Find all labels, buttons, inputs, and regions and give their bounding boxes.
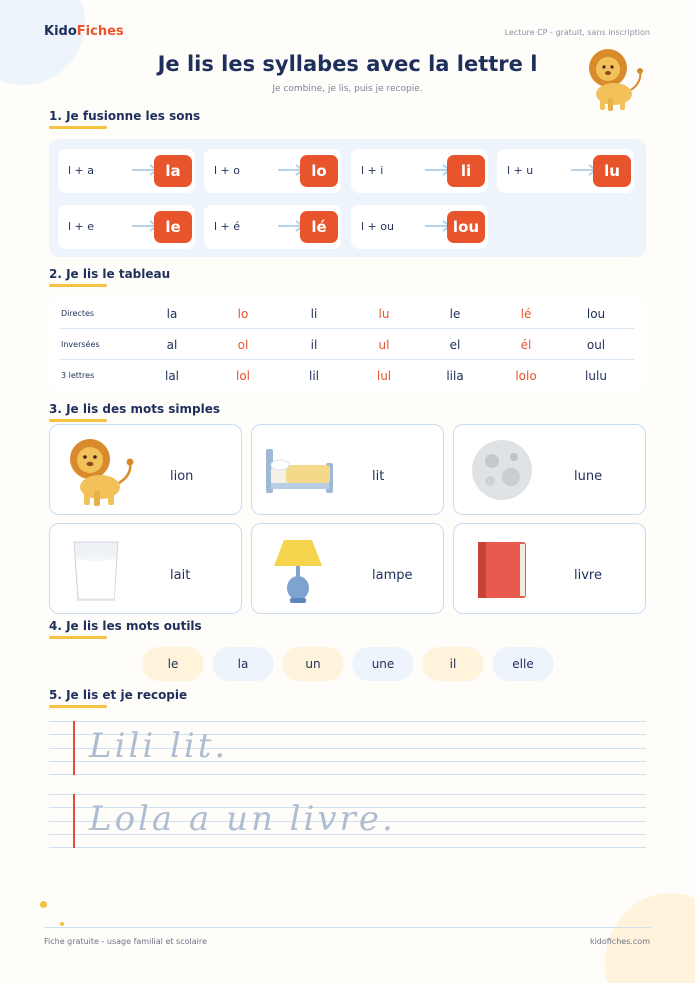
bed-icon xyxy=(262,433,338,507)
fusion-equation: l + i xyxy=(361,164,384,177)
row-label: Directes xyxy=(61,309,95,318)
section-title-copy xyxy=(49,688,187,708)
fusion-equation: l + o xyxy=(214,164,240,177)
fusion-card xyxy=(204,149,341,193)
footer-website: kidofiches.com xyxy=(589,937,650,946)
table-cell: le xyxy=(449,307,461,321)
table-cell: il xyxy=(310,338,318,352)
word-label: lait xyxy=(170,568,191,583)
table-cell: lou xyxy=(586,307,606,321)
fusion-card xyxy=(497,149,634,193)
word-label: lit xyxy=(372,469,385,484)
tool-word-pill: il xyxy=(422,647,484,681)
word-card xyxy=(453,523,646,614)
brand-logo xyxy=(44,24,124,39)
word-card xyxy=(251,424,444,515)
decor-dot xyxy=(60,922,64,926)
section-title-text: 2. Je lis le tableau xyxy=(49,267,171,281)
fusion-result: li xyxy=(447,155,485,187)
title-underline xyxy=(49,419,107,422)
title-underline xyxy=(49,126,107,129)
section-title-fusion xyxy=(49,109,200,129)
fusion-result: lu xyxy=(593,155,631,187)
table-cell: lol xyxy=(235,369,250,383)
title-underline xyxy=(49,636,107,639)
table-cell: lal xyxy=(164,369,180,383)
fusion-equation: l + é xyxy=(214,220,241,233)
table-cell: lulu xyxy=(585,369,607,383)
tool-word-pill: une xyxy=(352,647,414,681)
fusion-card xyxy=(351,149,488,193)
lion-mascot-icon xyxy=(578,46,648,112)
fusion-result: le xyxy=(154,211,192,243)
tool-word-pill: la xyxy=(212,647,274,681)
fusion-equation: l + e xyxy=(68,220,95,233)
lion-icon xyxy=(60,433,136,507)
title-underline xyxy=(49,284,107,287)
table-cell: lila xyxy=(446,369,464,383)
section-title-text: 1. Je fusionne les sons xyxy=(49,109,201,123)
table-cell: lil xyxy=(308,369,319,383)
fusion-result: lou xyxy=(447,211,485,243)
table-cell: el xyxy=(449,338,461,352)
fusion-card xyxy=(351,205,488,249)
writing-lines xyxy=(49,794,646,850)
table-cell: al xyxy=(166,338,178,352)
table-cell: lo xyxy=(237,307,249,321)
copy-sentence: Lili lit. xyxy=(89,726,229,766)
table-cell: lé xyxy=(520,307,532,321)
fusion-card xyxy=(58,205,195,249)
fusion-result: lo xyxy=(300,155,338,187)
table-row xyxy=(59,299,634,329)
fusion-card xyxy=(204,205,341,249)
fusion-equation: l + ou xyxy=(361,220,394,233)
brand-suffix: Fiches xyxy=(76,24,124,39)
table-cell: lolo xyxy=(515,369,537,383)
tagline: Lecture CP - gratuit, sans inscription xyxy=(504,28,650,37)
table-row xyxy=(59,330,634,360)
page-title: Je lis les syllabes avec la lettre l xyxy=(157,52,538,76)
page-subtitle: Je combine, je lis, puis je recopie. xyxy=(272,84,423,94)
fusion-result: la xyxy=(154,155,192,187)
lamp-icon xyxy=(262,532,338,606)
word-label: lune xyxy=(574,469,603,484)
copy-sentence: Lola a un livre. xyxy=(89,799,396,839)
table-cell: ul xyxy=(378,338,390,352)
fusion-equation: l + u xyxy=(507,164,534,177)
tool-word-pill: le xyxy=(142,647,204,681)
brand-prefix: Kido xyxy=(44,24,77,39)
table-cell: li xyxy=(310,307,318,321)
fusion-result: lé xyxy=(300,211,338,243)
title-underline xyxy=(49,705,107,708)
decor-dot xyxy=(40,901,47,908)
word-label: livre xyxy=(574,568,602,583)
section-title-text: 5. Je lis et je recopie xyxy=(49,688,188,702)
row-label: Inversées xyxy=(61,340,100,349)
word-card xyxy=(49,424,242,515)
word-label: lion xyxy=(170,469,194,484)
fusion-card xyxy=(58,149,195,193)
section-title-text: 3. Je lis des mots simples xyxy=(49,402,221,416)
table-cell: ol xyxy=(237,338,249,352)
writing-lines xyxy=(49,721,646,777)
table-row xyxy=(59,361,634,391)
tool-word-pill: elle xyxy=(492,647,554,681)
milk-glass-icon xyxy=(60,532,136,606)
table-cell: la xyxy=(166,307,178,321)
fusion-equation: l + a xyxy=(68,164,95,177)
section-title-text: 4. Je lis les mots outils xyxy=(49,619,202,633)
footer-divider xyxy=(44,927,651,928)
word-card xyxy=(453,424,646,515)
section-title-tool-words xyxy=(49,619,202,639)
word-label: lampe xyxy=(372,568,413,583)
red-margin-line xyxy=(73,721,75,775)
table-cell: él xyxy=(520,338,532,352)
footer-note: Fiche gratuite - usage familial et scolaire xyxy=(44,937,207,946)
table-cell: lul xyxy=(376,369,392,383)
section-title-table xyxy=(49,267,170,287)
book-icon xyxy=(464,532,540,606)
section-title-words xyxy=(49,402,220,422)
table-cell: oul xyxy=(586,338,606,352)
red-margin-line xyxy=(73,794,75,848)
table-cell: lu xyxy=(378,307,390,321)
row-label: 3 lettres xyxy=(61,371,95,380)
tool-word-pill: un xyxy=(282,647,344,681)
moon-icon xyxy=(464,433,540,507)
fusion-panel xyxy=(49,139,646,257)
syllable-table xyxy=(49,298,646,390)
word-card xyxy=(251,523,444,614)
word-card xyxy=(49,523,242,614)
